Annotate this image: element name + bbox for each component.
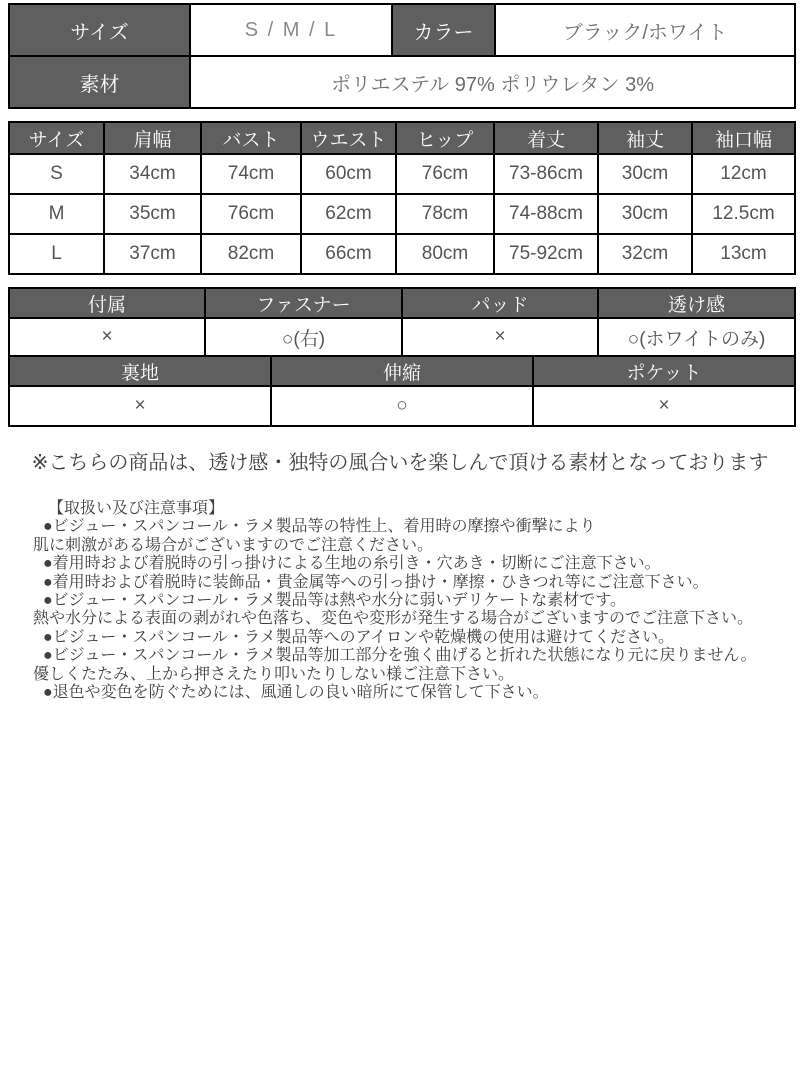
size-chart-cell: 80cm	[396, 234, 494, 274]
features-1-header: パッド	[402, 288, 598, 318]
features-2-value: ×	[9, 386, 271, 426]
size-chart-cell: M	[9, 194, 104, 234]
fabric-note: ※こちらの商品は、透け感・独特の風合いを楽しんで頂ける素材となっております	[31, 452, 769, 474]
care-line: ●着用時および着脱時の引っ掛けによる生地の糸引き・穴あき・切断にご注意下さい。	[43, 555, 661, 573]
size-chart-row-s	[9, 154, 795, 194]
size-chart-table	[8, 121, 796, 275]
size-value-cell: S / M / L	[190, 4, 392, 56]
size-chart-header: 着丈	[494, 122, 598, 154]
features-1-header: 透け感	[598, 288, 795, 318]
size-chart-cell: 74-88cm	[494, 194, 598, 234]
size-chart-cell: 32cm	[598, 234, 692, 274]
size-chart-cell: 34cm	[104, 154, 201, 194]
material-label-cell: 素材	[9, 56, 190, 108]
care-line: 優しくたたみ、上から押さえたり叩いたりしない様ご注意下さい。	[33, 665, 514, 683]
features-2-value: ○	[271, 386, 533, 426]
size-chart-cell: 30cm	[598, 194, 692, 234]
size-chart-cell: 75-92cm	[494, 234, 598, 274]
color-label-cell: カラー	[392, 4, 495, 56]
spec-row-size-color	[9, 4, 795, 56]
care-line: ●ビジュー・スパンコール・ラメ製品等は熱や水分に弱いデリケートな素材です。	[43, 592, 626, 610]
size-chart-cell: 78cm	[396, 194, 494, 234]
care-line: ●ビジュー・スパンコール・ラメ製品等加工部分を強く曲げると折れた状態になり元に戻りません。	[43, 647, 757, 665]
size-chart-cell: L	[9, 234, 104, 274]
color-value-cell: ブラック/ホワイト	[495, 4, 795, 56]
size-chart-cell: 62cm	[301, 194, 396, 234]
size-chart-header: 肩幅	[104, 122, 201, 154]
features-2-header: 伸縮	[271, 356, 533, 386]
size-chart-header: ヒップ	[396, 122, 494, 154]
size-chart-cell: 74cm	[201, 154, 301, 194]
size-chart-cell: 76cm	[396, 154, 494, 194]
care-line: 肌に刺激がある場合がございますのでご注意ください。	[33, 536, 434, 554]
size-chart-header: バスト	[201, 122, 301, 154]
size-chart-cell: 13cm	[692, 234, 795, 274]
care-line: ●着用時および着脱時に装飾品・貴金属等への引っ掛け・摩擦・ひきつれ等にご注意下さい。	[43, 573, 709, 591]
material-value-cell: ポリエステル 97% ポリウレタン 3%	[190, 56, 795, 108]
care-heading: 【取扱い及び注意事項】	[48, 500, 225, 517]
size-chart-row-m	[9, 194, 795, 234]
size-chart-cell: 12.5cm	[692, 194, 795, 234]
features-1-header: ファスナー	[205, 288, 402, 318]
features-2-value-row	[9, 386, 795, 426]
care-instructions	[0, 500, 800, 702]
care-line: ●ビジュー・スパンコール・ラメ製品等へのアイロンや乾燥機の使用は避けてください。	[43, 628, 675, 646]
features-1-value: ×	[402, 318, 598, 356]
care-line: ●ビジュー・スパンコール・ラメ製品等の特性上、着用時の摩擦や衝撃により	[43, 518, 596, 536]
size-chart-cell: S	[9, 154, 104, 194]
size-chart-cell: 30cm	[598, 154, 692, 194]
size-chart-cell: 12cm	[692, 154, 795, 194]
features-table-2	[8, 355, 796, 427]
size-chart-header: 袖丈	[598, 122, 692, 154]
size-chart-header: サイズ	[9, 122, 104, 154]
size-chart-cell: 82cm	[201, 234, 301, 274]
features-1-value: ○(右)	[205, 318, 402, 356]
features-1-header: 付属	[9, 288, 205, 318]
size-chart-header: ウエスト	[301, 122, 396, 154]
size-label-cell: サイズ	[9, 4, 190, 56]
spec-table	[8, 3, 796, 109]
spec-row-material	[9, 56, 795, 108]
size-chart-header-row	[9, 122, 795, 154]
size-chart-header: 袖口幅	[692, 122, 795, 154]
features-2-value: ×	[533, 386, 795, 426]
size-chart-cell: 73-86cm	[494, 154, 598, 194]
size-chart-cell: 37cm	[104, 234, 201, 274]
features-1-value: ×	[9, 318, 205, 356]
features-1-header-row	[9, 288, 795, 318]
features-1-value-row	[9, 318, 795, 356]
size-chart-row-l	[9, 234, 795, 274]
care-line: 熱や水分による表面の剥がれや色落ち、変色や変形が発生する場合がございますのでご注意下さい。	[33, 610, 754, 628]
size-chart-cell: 35cm	[104, 194, 201, 234]
features-2-header: 裏地	[9, 356, 271, 386]
size-chart-cell: 60cm	[301, 154, 396, 194]
size-chart-cell: 66cm	[301, 234, 396, 274]
features-1-value: ○(ホワイトのみ)	[598, 318, 795, 356]
features-2-header-row	[9, 356, 795, 386]
size-chart-cell: 76cm	[201, 194, 301, 234]
features-2-header: ポケット	[533, 356, 795, 386]
features-table-1	[8, 287, 796, 357]
care-line: ●退色や変色を防ぐためには、風通しの良い暗所にて保管して下さい。	[43, 684, 549, 702]
